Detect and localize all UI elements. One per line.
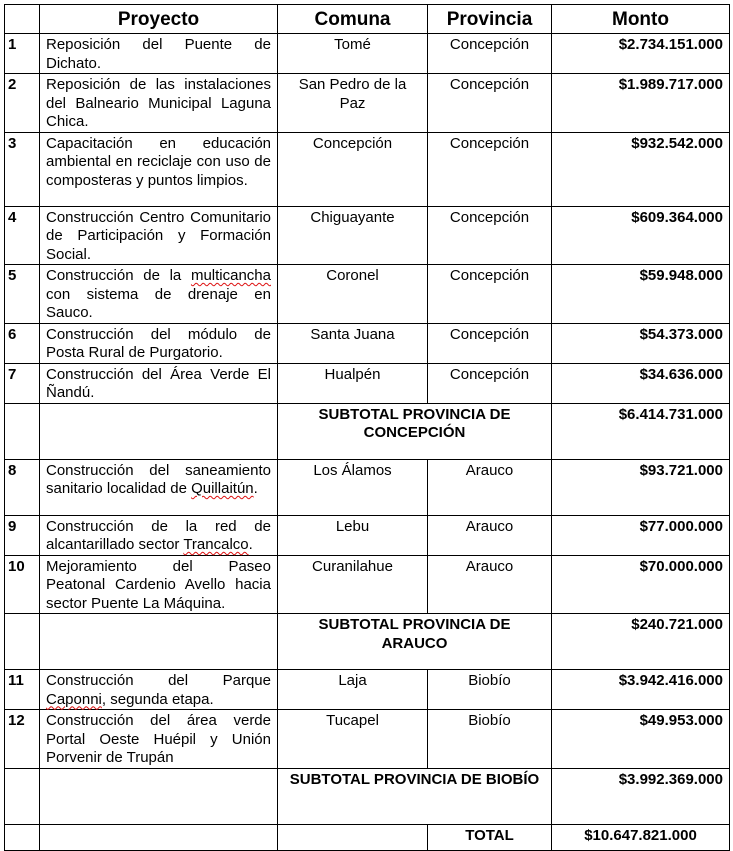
row-proyecto: Reposición del Puente de Dichato. [40,34,278,74]
row-proyecto: Construcción del módulo de Posta Rural de Purgatorio. [40,323,278,363]
row-monto: $609.364.000 [552,206,730,265]
row-number: 8 [5,459,40,515]
subtotal-label: SUBTOTAL PROVINCIA DE ARAUCO [278,614,552,670]
subtotal-monto: $6.414.731.000 [552,403,730,459]
table-row [5,74,730,133]
proyecto-text: . [248,536,253,553]
subtotal-monto: $3.992.369.000 [552,768,730,824]
row-comuna: Coronel [278,265,428,324]
empty-cell [40,768,278,824]
row-number: 11 [5,670,40,710]
row-proyecto [40,459,278,515]
row-proyecto [40,265,278,324]
row-monto: $93.721.000 [552,459,730,515]
header-num [5,5,40,34]
row-number: 9 [5,515,40,555]
row-number: 4 [5,206,40,265]
table-row [5,670,730,710]
total-monto: $10.647.821.000 [552,824,730,850]
row-comuna: Tomé [278,34,428,74]
row-provincia: Biobío [428,710,552,769]
row-comuna: Chiguayante [278,206,428,265]
row-monto: $59.948.000 [552,265,730,324]
row-monto: $49.953.000 [552,710,730,769]
subtotal-row [5,403,730,459]
empty-cell [5,614,40,670]
row-provincia: Concepción [428,206,552,265]
row-number: 1 [5,34,40,74]
proyecto-text: , segunda etapa. [101,690,214,708]
table-row [5,515,730,555]
spellcheck-word: Trancalco [183,536,249,553]
header-comuna: Comuna [278,5,428,34]
row-provincia: Concepción [428,323,552,363]
row-monto: $3.942.416.000 [552,670,730,710]
total-label: TOTAL [428,824,552,850]
row-provincia: Concepción [428,132,552,206]
row-provincia: Concepción [428,265,552,324]
row-number: 12 [5,710,40,769]
row-number: 5 [5,265,40,324]
row-monto: $70.000.000 [552,555,730,614]
table-row [5,323,730,363]
row-comuna: Concepción [278,132,428,206]
proyecto-text: Construcción de la red de alcantarillado sector [46,517,271,553]
row-number: 2 [5,74,40,133]
row-provincia: Biobío [428,670,552,710]
subtotal-label: SUBTOTAL PROVINCIA DE CONCEPCIÓN [278,403,552,459]
header-proyecto: Proyecto [40,5,278,34]
header-monto: Monto [552,5,730,34]
row-provincia: Concepción [428,363,552,403]
row-number: 10 [5,555,40,614]
table-row [5,132,730,206]
row-monto: $2.734.151.000 [552,34,730,74]
row-monto: $1.989.717.000 [552,74,730,133]
proyecto-text: Construcción del Parque [46,672,271,689]
row-monto: $54.373.000 [552,323,730,363]
empty-cell [5,403,40,459]
row-provincia: Arauco [428,515,552,555]
row-provincia: Concepción [428,74,552,133]
header-row [5,5,730,34]
spellcheck-word: multicancha [190,267,271,284]
table-row [5,710,730,769]
row-proyecto [40,515,278,555]
table-row [5,363,730,403]
proyecto-text: . [253,480,258,497]
row-proyecto [40,670,278,710]
subtotal-label: SUBTOTAL PROVINCIA DE BIOBÍO [278,768,552,824]
row-comuna: San Pedro de la Paz [278,74,428,133]
table-row [5,555,730,614]
row-provincia: Arauco [428,555,552,614]
table-row [5,459,730,515]
row-proyecto: Reposición de las instalaciones del Balneario Municipal Laguna Chica. [40,74,278,133]
row-comuna: Laja [278,670,428,710]
row-comuna: Lebu [278,515,428,555]
empty-cell [40,403,278,459]
subtotal-monto: $240.721.000 [552,614,730,670]
row-proyecto: Construcción del Área Verde El Ñandú. [40,363,278,403]
row-comuna: Curanilahue [278,555,428,614]
spellcheck-word: Quillaitún [191,480,254,497]
subtotal-row [5,614,730,670]
proyecto-text: Construcción del saneamiento sanitario localidad de [46,461,271,497]
row-monto: $932.542.000 [552,132,730,206]
table-row [5,34,730,74]
header-provincia: Provincia [428,5,552,34]
proyecto-text: con sistema de drenaje en Sauco. [46,285,271,321]
proyecto-text: Construcción de la [46,267,191,284]
row-number: 3 [5,132,40,206]
row-proyecto: Mejoramiento del Paseo Peatonal Cardenio Avello hacia sector Puente La Máquina. [40,555,278,614]
table-row [5,265,730,324]
row-comuna: Tucapel [278,710,428,769]
row-proyecto: Capacitación en educación ambiental en reciclaje con uso de composteras y puntos limpios. [40,132,278,206]
spellcheck-word: Caponni [46,690,102,708]
row-comuna: Los Álamos [278,459,428,515]
row-comuna: Hualpén [278,363,428,403]
row-proyecto: Construcción Centro Comunitario de Participación y Formación Social. [40,206,278,265]
projects-table [4,4,730,851]
empty-cell [40,614,278,670]
row-provincia: Arauco [428,459,552,515]
row-monto: $77.000.000 [552,515,730,555]
row-number: 7 [5,363,40,403]
row-comuna: Santa Juana [278,323,428,363]
row-number: 6 [5,323,40,363]
table-row [5,206,730,265]
empty-cell [5,768,40,824]
subtotal-row [5,768,730,824]
row-provincia: Concepción [428,34,552,74]
row-proyecto: Construcción del área verde Portal Oeste Huépil y Unión Porvenir de Trupán [40,710,278,769]
row-monto: $34.636.000 [552,363,730,403]
